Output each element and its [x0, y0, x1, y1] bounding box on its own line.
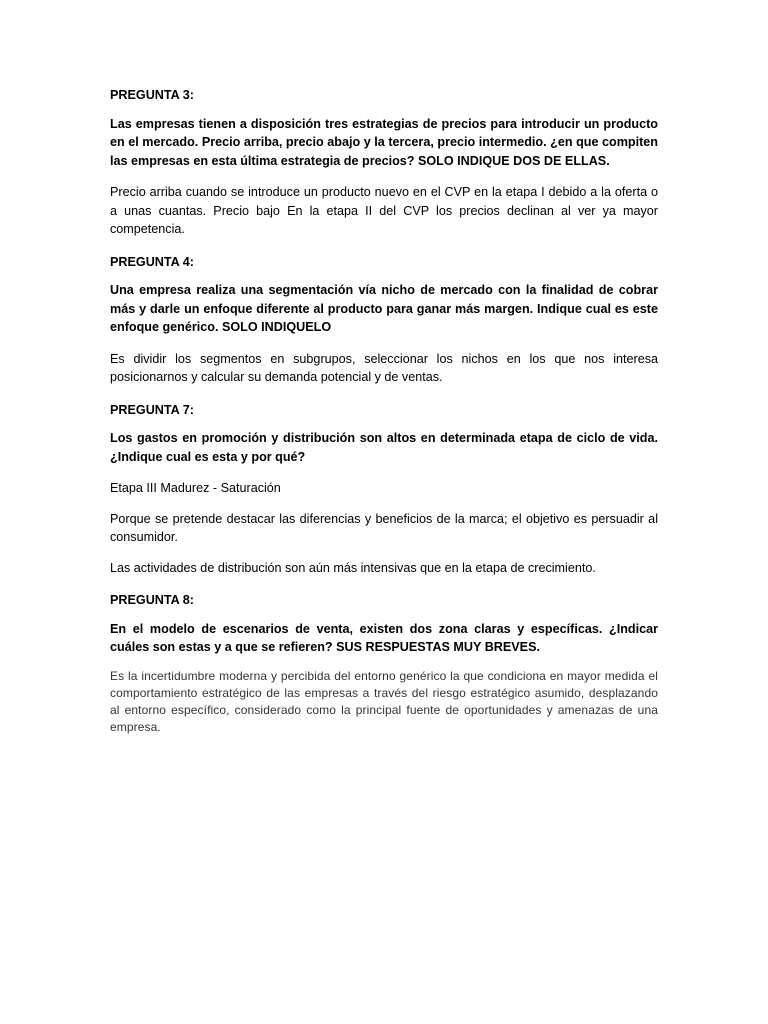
answer-pregunta-3: Precio arriba cuando se introduce un producto nuevo en el CVP en la etapa I debido a la oferta o a unas cuantas. Precio bajo En la etapa II del CVP los precios declinan al ver ya mayor competencia.: [110, 185, 658, 236]
section-pregunta-3: [110, 86, 658, 239]
heading-pregunta-8: PREGUNTA 8:: [110, 593, 194, 607]
heading-pregunta-7: PREGUNTA 7:: [110, 402, 194, 417]
answer-pregunta-7-stage: Etapa III Madurez - Saturación: [110, 481, 281, 495]
question-pregunta-3: Las empresas tienen a disposición tres estrategias de precios para introducir un producto en el mercado. Precio arriba, precio abajo y la tercera, precio intermedio. ¿en que compiten las empresas en esta última estrategia de precios? SOLO INDIQUE DOS DE ELLAS.: [110, 116, 658, 168]
question-pregunta-7: Los gastos en promoción y distribución son altos en determinada etapa de ciclo de vida. ¿Indique cual es esta y por qué?: [110, 431, 658, 464]
answer-pregunta-7-distribution: Las actividades de distribución son aún más intensivas que en la etapa de crecimiento.: [110, 560, 596, 575]
question-pregunta-8: En el modelo de escenarios de venta, existen dos zona claras y específicas. ¿Indicar cuáles son estas y a que se refieren? SUS RESPUESTAS MUY BREVES.: [110, 621, 658, 654]
answer-pregunta-4: Es dividir los segmentos en subgrupos, seleccionar los nichos en los que nos interesa posicionarnos y calcular su demanda potencial y de ventas.: [110, 351, 658, 384]
answer-pregunta-8: Es la incertidumbre moderna y percibida del entorno genérico la que condiciona en mayor medida el comportamiento estratégico de las empresas a través del riesgo estratégico asumido, desplazando al entorno específico, considerado como la principal fuente de oportunidades y amenazas de una empresa.: [110, 668, 658, 734]
document-page: [110, 86, 658, 736]
section-pregunta-4: [110, 253, 658, 387]
heading-pregunta-4: PREGUNTA 4:: [110, 254, 194, 269]
section-pregunta-7: [110, 401, 658, 578]
section-pregunta-8: [110, 591, 658, 736]
answer-pregunta-7-reason: Porque se pretende destacar las diferencias y beneficios de la marca; el objetivo es persuadir al consumidor.: [110, 511, 658, 544]
heading-pregunta-3: PREGUNTA 3:: [110, 88, 194, 102]
question-pregunta-4: Una empresa realiza una segmentación vía nicho de mercado con la finalidad de cobrar más y darle un enfoque diferente al producto para ganar más margen. Indique cual es este enfoque genérico. SOLO INDIQUELO: [110, 283, 658, 334]
